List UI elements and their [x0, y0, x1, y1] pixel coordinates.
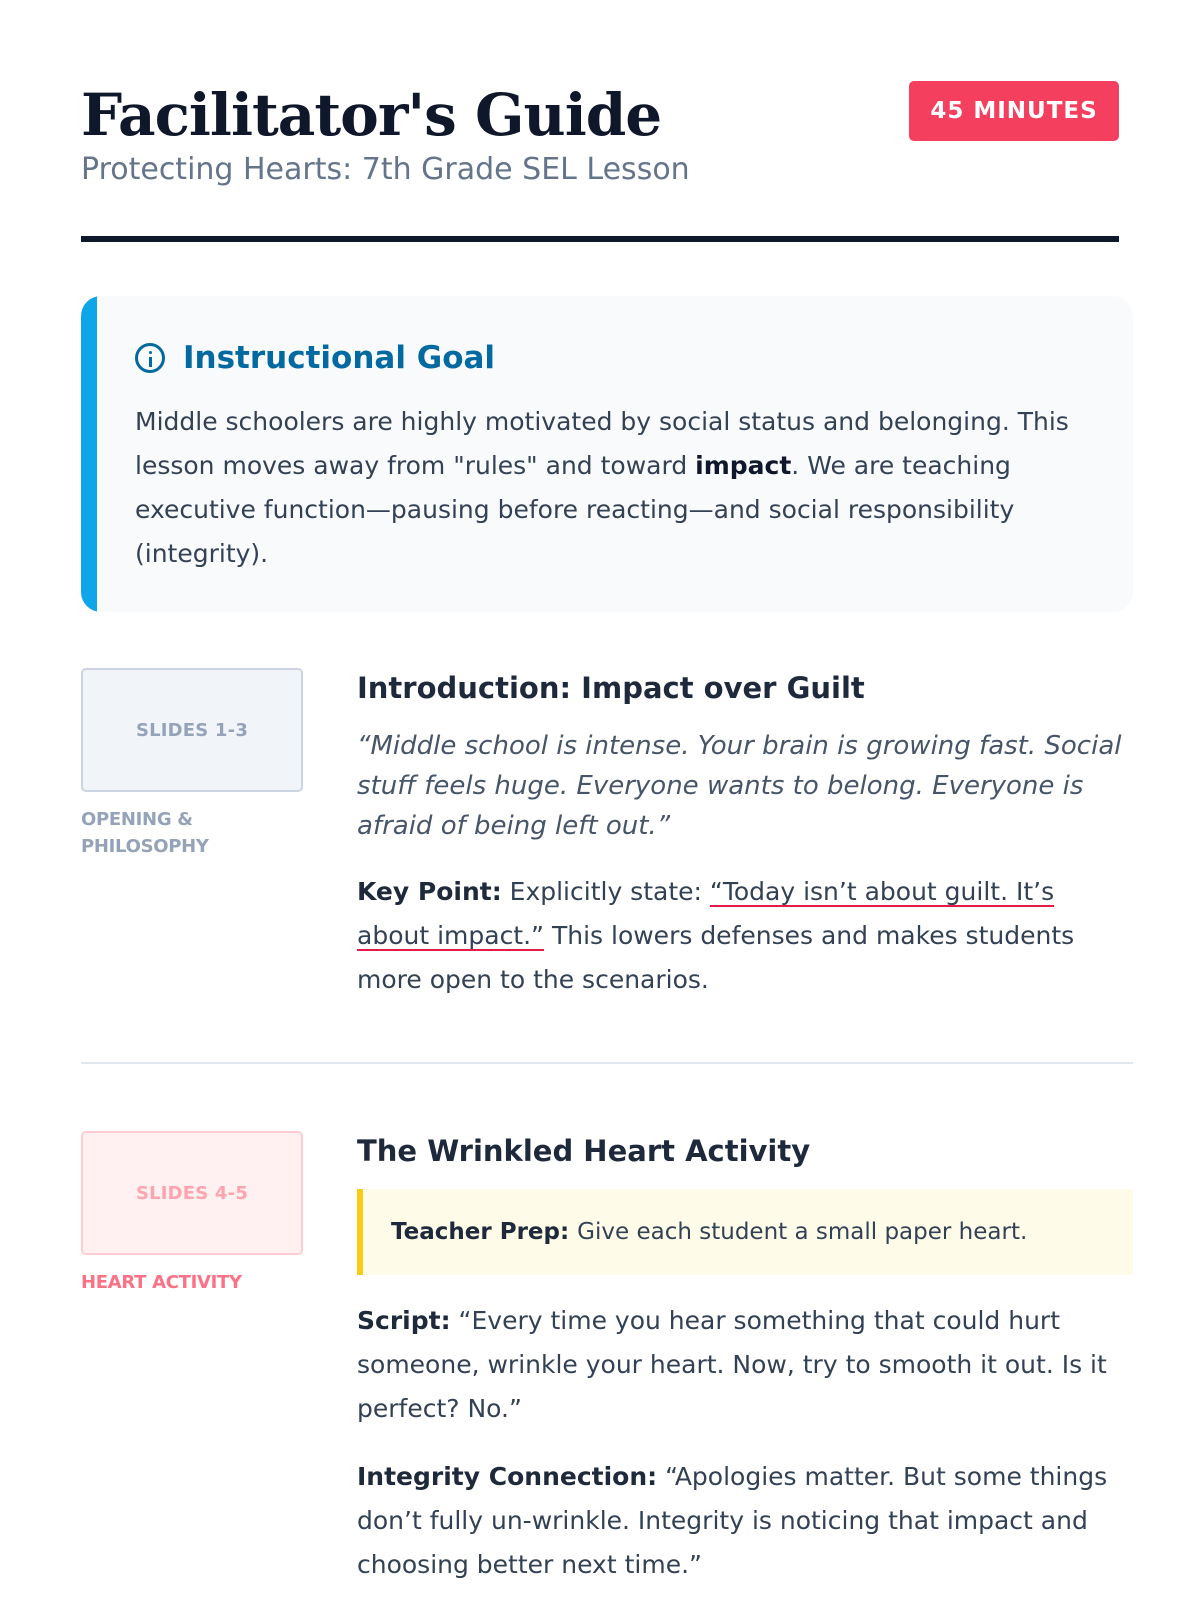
section-title: Introduction: Impact over Guilt [357, 671, 865, 705]
slides-label: SLIDES 1-3 [81, 668, 303, 792]
slides-caption: HEART ACTIVITY [81, 1272, 242, 1293]
key-point-pre: Explicitly state: [501, 877, 710, 906]
teacher-prep-label: Teacher Prep: [391, 1219, 570, 1245]
section-wrinkled-heart [81, 1131, 1133, 1600]
instructional-goal-box [81, 296, 1133, 612]
goal-text-bold: impact [695, 451, 792, 480]
goal-title: Instructional Goal [183, 340, 496, 376]
script-label: Script: [357, 1306, 451, 1335]
goal-text-before: Middle schoolers are highly motivated by social status and belonging. This lesson moves away from "rules" and toward [135, 407, 1069, 480]
key-point-label: Key Point: [357, 877, 502, 906]
integrity-text: “Apologies matter. But some things don’t fully un-wrinkle. Integrity is noticing that impact and choosing better next time.” [357, 1462, 1108, 1579]
duration-badge: 45 MINUTES [909, 81, 1119, 141]
key-point [357, 870, 1133, 1002]
key-point-post: This lowers defenses and makes students more open to the scenarios. [357, 921, 1075, 994]
section-content [357, 1131, 1133, 1587]
header-rule [81, 236, 1119, 242]
page-subtitle: Protecting Hearts: 7th Grade SEL Lesson [81, 152, 690, 187]
integrity-paragraph [357, 1455, 1133, 1587]
script-paragraph [357, 1299, 1133, 1431]
info-icon [135, 343, 165, 373]
page-header [81, 0, 1119, 244]
slides-label: SLIDES 4-5 [81, 1131, 303, 1255]
script-text: “Every time you hear something that could hurt someone, wrinkle your heart. Now, try to smooth it out. Is it perfect? No.” [357, 1306, 1107, 1423]
slides-caption: OPENING & PHILOSOPHY [81, 809, 209, 857]
teacher-prep-callout [357, 1189, 1133, 1275]
goal-heading [135, 340, 1081, 376]
section-divider [81, 1062, 1133, 1064]
integrity-label: Integrity Connection: [357, 1462, 658, 1491]
key-point-emphasis: “Today isn’t about guilt. It’s about impact.” [357, 877, 1055, 950]
teacher-prep-text: Give each student a small paper heart. [577, 1219, 1028, 1245]
section-introduction [81, 668, 1133, 1008]
page-title: Facilitator's Guide [81, 81, 662, 149]
section-content [357, 668, 1133, 1002]
section-quote: “Middle school is intense. Your brain is growing fast. Social stuff feels huge. Everyone wants to belong. Everyone is afraid of being left out.” [357, 731, 1122, 841]
goal-text-after: . We are teaching executive function—pausing before reacting—and social responsibility (integrity). [135, 451, 1015, 568]
goal-text [135, 400, 1085, 576]
section-title: The Wrinkled Heart Activity [357, 1134, 811, 1168]
